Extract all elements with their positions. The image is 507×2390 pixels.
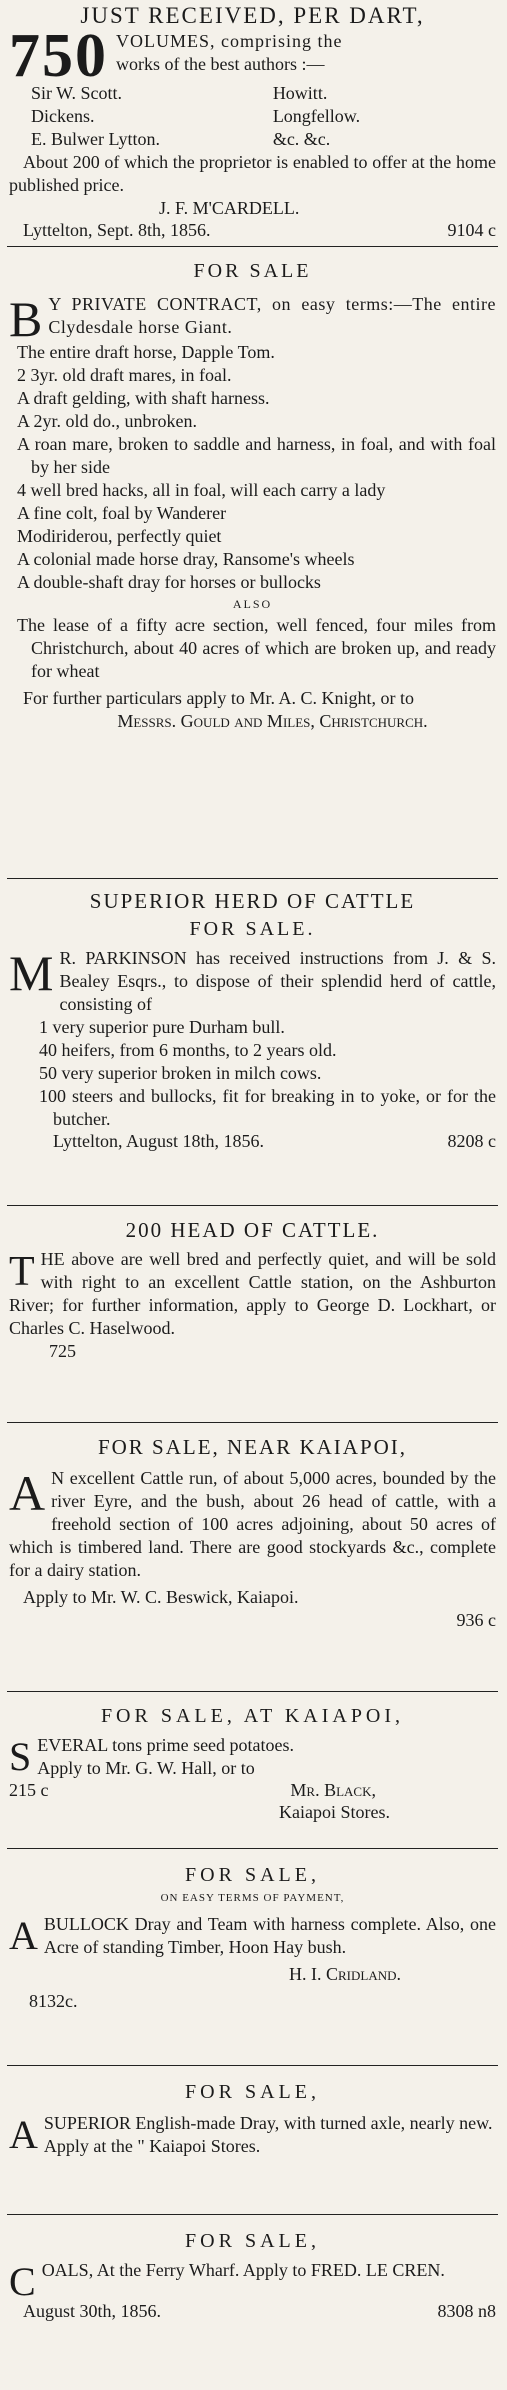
ad-horses-intro: Y PRIVATE CONTRACT, on easy terms:—The entire Clydesdale horse Giant. xyxy=(48,294,496,337)
ad-books xyxy=(1,0,504,246)
ad-english-dray-heading: FOR SALE, xyxy=(185,2081,320,2103)
ad-coals xyxy=(1,2215,504,2341)
ad-english-dray-body: SUPERIOR English-made Dray, with turned axle, nearly new. xyxy=(43,2113,493,2133)
ad-kaiapoi-run-ref: 936 c xyxy=(456,1610,496,1630)
ad-herd-footer xyxy=(9,1131,496,1152)
ad-books-headline: JUST RECEIVED, PER DART, xyxy=(80,3,425,28)
ad-english-dray-contact: Apply at the " Kaiapoi Stores. xyxy=(43,2136,261,2156)
dropcap: B xyxy=(9,293,43,341)
ad-kaiapoi-run xyxy=(1,1423,504,1691)
ad-books-signature: J. F. M'CARDELL. xyxy=(159,198,300,218)
ad-potatoes-body: EVERAL tons prime seed potatoes. xyxy=(37,1735,295,1755)
list-item: A colonial made horse dray, Ransome's wheels xyxy=(17,549,355,569)
ad-potatoes-heading: FOR SALE, AT KAIAPOI, xyxy=(100,1705,405,1727)
author-item: Dickens. xyxy=(31,106,95,126)
ad-books-lead-1: VOLUMES, comprising the xyxy=(116,31,343,51)
ad-books-dateline: Lyttelton, Sept. 8th, 1856. xyxy=(23,220,211,240)
list-item: 2 3yr. old draft mares, in foal. xyxy=(17,365,232,385)
ad-bullock-dray-ref: 8132c. xyxy=(29,1991,78,2011)
ad-coals-ref: 8308 n8 xyxy=(437,2301,496,2321)
list-item: A roan mare, broken to saddle and harness, in foal, and with foal by her side xyxy=(17,434,496,477)
ad-books-ref: 9104 c xyxy=(447,220,496,240)
ad-bullock-dray-body: BULLOCK Dray and Team with harness complete. Also, one Acre of standing Timber, Hoon Hay bush. xyxy=(43,1914,496,1957)
ad-200-cattle-body: HE above are well bred and perfectly quiet, and will be sold with right to an excellent Cattle station, on the Ashburton River; for further information, apply to George D. Lockhart, or Charles C. Haselwood. xyxy=(9,1249,496,1338)
author-item: Howitt. xyxy=(272,83,328,103)
dropcap: T xyxy=(9,1249,35,1295)
ad-books-footer xyxy=(9,220,496,241)
author-item: E. Bulwer Lytton. xyxy=(31,129,160,149)
ad-kaiapoi-run-contact: Apply to Mr. W. C. Beswick, Kaiapoi. xyxy=(23,1587,299,1607)
list-item: A 2yr. old do., unbroken. xyxy=(17,411,197,431)
ad-herd-heading-1: SUPERIOR HERD OF CATTLE xyxy=(89,889,416,913)
ad-coals-footer xyxy=(9,2301,496,2322)
list-item: 40 heifers, from 6 months, to 2 years old. xyxy=(39,1040,337,1060)
ad-potatoes xyxy=(1,1692,504,1848)
ad-coals-body: OALS, At the Ferry Wharf. Apply to FRED. LE CREN. xyxy=(41,2260,445,2280)
author-item: &c. &c. xyxy=(272,129,331,149)
ad-bullock-dray-signature: H. I. Cridland. xyxy=(289,1964,401,1984)
list-item: A double-shaft dray for horses or bullocks xyxy=(17,572,321,592)
ad-books-authors xyxy=(9,82,496,151)
ad-potatoes-line-4: Kaiapoi Stores. xyxy=(279,1802,390,1822)
ad-kaiapoi-run-heading: FOR SALE, NEAR KAIAPOI, xyxy=(97,1435,408,1459)
dropcap: M xyxy=(9,947,54,1001)
ad-horses-lease: The lease of a fifty acre section, well fenced, four miles from Christchurch, about 40 acres of which are broken up, and ready for wheat xyxy=(17,615,496,681)
author-item: Sir W. Scott. xyxy=(31,83,123,103)
ad-english-dray xyxy=(1,2066,504,2214)
list-item: Modiriderou, perfectly quiet xyxy=(17,526,222,546)
dropcap: S xyxy=(9,1734,32,1779)
ad-200-cattle-ref: 725 xyxy=(49,1341,76,1361)
ad-horses-also: ALSO xyxy=(232,597,273,611)
ad-bullock-dray-heading: FOR SALE, xyxy=(185,1864,320,1886)
author-item: Longfellow. xyxy=(272,106,361,126)
ad-200-cattle-heading: 200 HEAD OF CATTLE. xyxy=(125,1218,380,1242)
list-item: The entire draft horse, Dapple Tom. xyxy=(17,342,275,362)
ad-horses xyxy=(1,247,504,878)
ad-books-number: 750 xyxy=(9,30,108,82)
ad-herd-ref: 8208 c xyxy=(447,1131,496,1151)
ad-200-cattle xyxy=(1,1206,504,1422)
ad-coals-dateline: August 30th, 1856. xyxy=(23,2301,162,2321)
ad-books-lead-2: works of the best authors :— xyxy=(116,54,325,74)
ad-horses-contact-2: Messrs. Gould and Miles, Christchurch. xyxy=(117,711,428,731)
list-item: 4 well bred hacks, all in foal, will each carry a lady xyxy=(17,480,386,500)
ad-potatoes-ref: 215 c xyxy=(9,1780,49,1800)
ad-horses-contact: For further particulars apply to Mr. A. C. Knight, or to xyxy=(23,688,414,708)
ad-coals-heading: FOR SALE, xyxy=(185,2230,320,2252)
dropcap: A xyxy=(9,1467,46,1521)
ad-bullock-dray xyxy=(1,1849,504,2065)
list-item: 1 very superior pure Durham bull. xyxy=(39,1017,285,1037)
ad-herd xyxy=(1,879,504,1205)
dropcap: C xyxy=(9,2259,36,2301)
ad-herd-intro: R. PARKINSON has received instructions from J. & S. Bealey Esqrs., to dispose of their splendid herd of cattle, consisting of xyxy=(59,948,496,1014)
ad-potatoes-line-2: Apply to Mr. G. W. Hall, or to xyxy=(37,1758,255,1778)
dropcap: A xyxy=(9,1913,38,1958)
ad-potatoes-row xyxy=(9,1780,496,1801)
ad-herd-dateline: Lyttelton, August 18th, 1856. xyxy=(53,1131,265,1151)
dropcap: A xyxy=(9,2112,38,2157)
list-item: A fine colt, foal by Wanderer xyxy=(17,503,227,523)
ad-bullock-dray-subheading: ON EASY TERMS OF PAYMENT, xyxy=(160,1892,345,1904)
list-item: A draft gelding, with shaft harness. xyxy=(17,388,270,408)
list-item: 100 steers and bullocks, fit for breaking in to yoke, or for the butcher. xyxy=(39,1086,496,1129)
ad-horses-heading: FOR SALE xyxy=(193,260,312,282)
list-item: 50 very superior broken in milch cows. xyxy=(39,1063,322,1083)
ad-kaiapoi-run-body: N excellent Cattle run, of about 5,000 acres, bounded by the river Eyre, and the bush, about 26 head of cattle, with a freehold section of 100 acres adjoining, about 50 acres of which is timbered land. There are good stockyards &c., complete for a dairy station. xyxy=(9,1468,496,1580)
ad-books-body: About 200 of which the proprietor is enabled to offer at the home published price. xyxy=(9,152,496,195)
ad-potatoes-line-3: Mr. Black, xyxy=(290,1780,376,1800)
ad-herd-heading-2: FOR SALE. xyxy=(189,918,316,940)
